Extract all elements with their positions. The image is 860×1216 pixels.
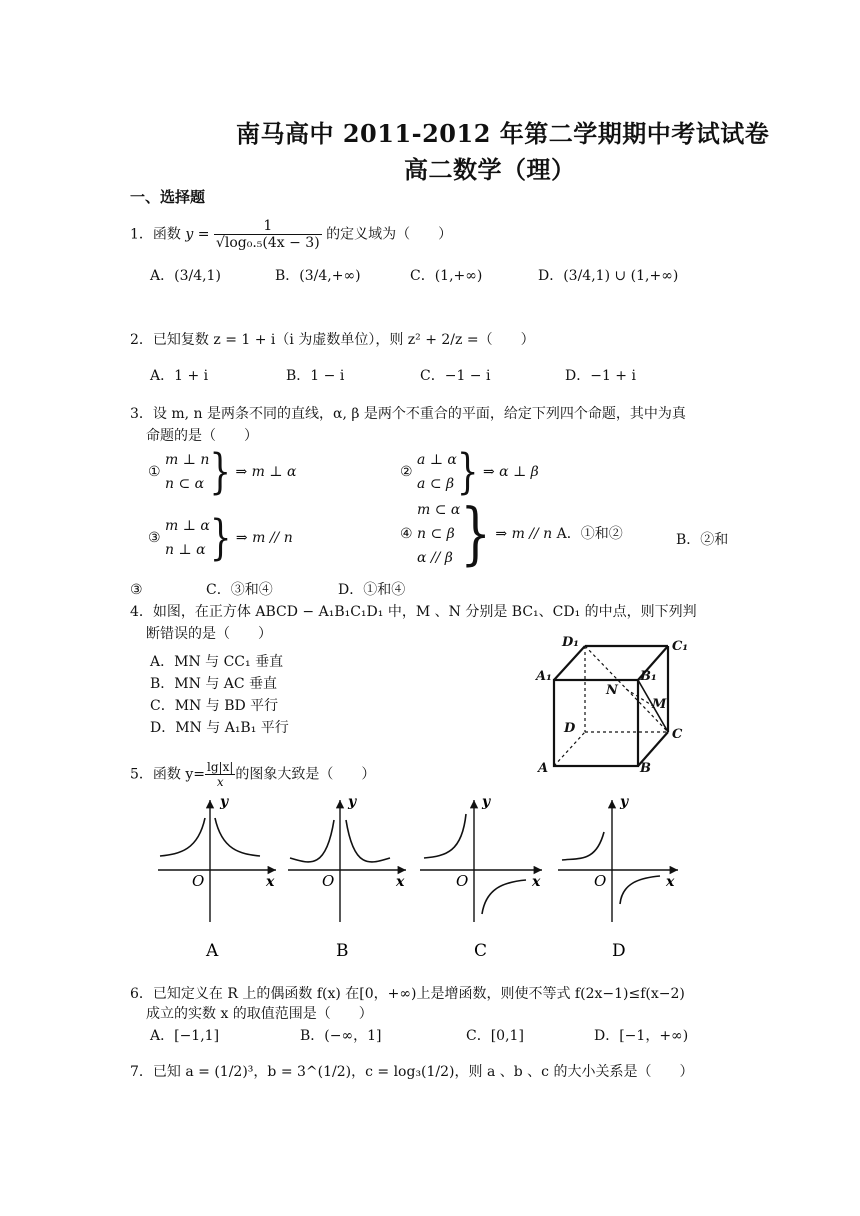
q7-text: 已知 a = (1/2)³，b = 3^(1/2)，c = log₃(1/2)，则 a 、b 、c 的大小关系是（ ） — [152, 1064, 694, 1080]
q3-stem-line2: 命题的是（ ） — [146, 428, 258, 444]
q1-option-c: C．(1,+∞) — [410, 268, 483, 284]
q5-stem — [130, 760, 375, 789]
graph-a-curve-left — [160, 818, 205, 856]
q3-p4b: n ⊂ β — [417, 526, 455, 542]
q1-option-a: A．(3/4,1) — [150, 268, 221, 284]
q4-text1: 如图，在正方体 ABCD − A₁B₁C₁D₁ 中，M 、N 分别是 BC₁、CD₁ 的中点，则下列判 — [152, 604, 697, 620]
q3-p4r: ⇒ m // n — [495, 526, 553, 542]
graph-d-origin: O — [594, 872, 607, 890]
q4-option-c: C．MN 与 BD 平行 — [150, 698, 279, 714]
cube-edge-a1d1 — [554, 646, 585, 680]
q5-frac-den: x — [216, 775, 224, 789]
q3-stem-line1 — [130, 404, 686, 424]
graph-d — [558, 794, 678, 961]
graph-a-origin: O — [192, 872, 205, 890]
cube-label-b1: B₁ — [640, 669, 657, 684]
q3-option-a: A．①和② — [556, 526, 623, 542]
graph-c-curve-left — [424, 814, 466, 858]
q3-p2a: a ⊥ α — [417, 452, 457, 468]
graph-b — [288, 794, 406, 961]
graph-c-x-label: x — [532, 874, 541, 890]
cube-label-b: B — [640, 761, 651, 776]
cube-label-d1: D₁ — [562, 635, 579, 650]
q3-p4c: α // β — [417, 550, 453, 566]
graph-d-x-label: x — [666, 874, 675, 890]
cube-label-a: A — [538, 761, 549, 776]
q2-option-a: A．1 + i — [150, 368, 209, 384]
q3-proposition-3: ③ m ⊥ α n ⊥ α } ⇒ m // n — [148, 510, 293, 566]
q1-eq: y = — [185, 226, 210, 243]
graph-b-origin: O — [322, 872, 335, 890]
q7-stem — [130, 1062, 693, 1082]
q4-stem-line2: 断错误的是（ ） — [146, 626, 272, 642]
q3-p2b: a ⊂ β — [417, 476, 455, 492]
cube-label-m: M — [652, 697, 667, 712]
graph-a-x-label: x — [266, 874, 275, 890]
q4-option-a: A．MN 与 CC₁ 垂直 — [150, 654, 284, 670]
graph-b-label: B — [336, 941, 349, 961]
q3-number: 3． — [130, 406, 153, 422]
graph-d-y-label: y — [620, 794, 629, 810]
q1-number: 1． — [130, 226, 153, 243]
q3-p3b: n ⊥ α — [165, 542, 206, 558]
q1-frac-den: √log₀.₅(4x − 3) — [215, 235, 320, 251]
q1-fraction — [214, 218, 322, 251]
graph-a — [158, 794, 276, 961]
q1-stem — [130, 218, 452, 251]
q4-option-b: B．MN 与 AC 垂直 — [150, 676, 278, 692]
cube-figure — [530, 630, 700, 780]
q1-option-d: D．(3/4,1) ∪ (1,+∞) — [538, 268, 679, 284]
q3-proposition-2: ② a ⊥ α a ⊂ β } ⇒ α ⊥ β — [400, 444, 539, 500]
q4-number: 4． — [130, 604, 153, 620]
graph-d-curve-right — [620, 876, 660, 904]
q3-circ3: ③ — [148, 530, 161, 546]
q3-p3a: m ⊥ α — [165, 518, 210, 534]
q5-text-a: 函数 y= — [152, 766, 206, 783]
q3-p2r: ⇒ α ⊥ β — [482, 464, 539, 480]
q4-stem-line1 — [130, 602, 697, 622]
q6-stem-line1 — [130, 984, 685, 1004]
q6-text1: 已知定义在 R 上的偶函数 f(x) 在[0，+∞)上是增函数，则使不等式 f(2x−1)≤f(x−2) — [152, 986, 685, 1002]
cube-hidden-ad — [554, 732, 585, 766]
q3-p4a: m ⊂ α — [417, 502, 461, 518]
graph-c-origin: O — [456, 872, 469, 890]
q3-p1b: n ⊂ α — [165, 476, 205, 492]
q6-number: 6． — [130, 986, 153, 1002]
graph-d-label: D — [612, 941, 626, 961]
graph-b-curve-left — [290, 820, 334, 862]
graph-a-label: A — [206, 941, 219, 961]
graph-b-curve-right — [346, 820, 390, 862]
cube-label-c: C — [672, 727, 683, 742]
graph-b-x-label: x — [396, 874, 405, 890]
q2-option-c: C．−1 − i — [420, 368, 491, 384]
q3-circ1: ① — [148, 464, 161, 480]
section-heading: 一、选择题 — [130, 188, 206, 206]
q1-text-a: 函数 — [152, 226, 181, 243]
q3-p1r: ⇒ m ⊥ α — [235, 464, 297, 480]
q1-option-b: B．(3/4,+∞) — [275, 268, 361, 284]
q3-option-b: B．②和 — [676, 532, 729, 548]
cube-label-a1: A₁ — [536, 669, 552, 684]
graph-c-label: C — [474, 941, 488, 961]
q7-number: 7． — [130, 1064, 153, 1080]
q5-text-b: 的图象大致是（ ） — [235, 766, 376, 783]
graph-b-y-label: y — [348, 794, 357, 810]
q6-option-a: A．[−1,1] — [150, 1028, 220, 1044]
q6-option-b: B．(−∞，1] — [300, 1028, 382, 1044]
graph-a-y-label: y — [220, 794, 229, 810]
q2-option-d: D．−1 + i — [565, 368, 636, 384]
q5-frac-num: lg|x| — [207, 760, 234, 774]
q6-option-c: C．[0,1] — [466, 1028, 524, 1044]
q2-number: 2． — [130, 332, 153, 348]
q3-proposition-1: ① m ⊥ n n ⊂ α } ⇒ m ⊥ α — [148, 444, 297, 500]
q2-text: 已知复数 z = 1 + i（i 为虚数单位），则 z² + 2/z =（ ） — [152, 332, 535, 348]
graph-c-y-label: y — [482, 794, 491, 810]
page-title: 南马高中 2011-2012 年第二学期期中考试试卷 — [236, 119, 770, 148]
cube-label-d: D — [564, 721, 576, 736]
q3-option-b-cont: ③ — [130, 582, 143, 598]
q5-fraction — [205, 760, 235, 789]
q5-graphs — [150, 792, 690, 962]
graph-d-curve-left — [562, 832, 604, 860]
q3-p3r: ⇒ m // n — [235, 530, 293, 546]
cube-label-n: N — [606, 683, 618, 698]
q3-option-c: C．③和④ — [206, 582, 273, 598]
cube-label-c1: C₁ — [672, 639, 689, 654]
graph-c — [420, 794, 542, 961]
q3-text1: 设 m, n 是两条不同的直线，α, β 是两个不重合的平面，给定下列四个命题，其中为真 — [152, 406, 686, 422]
q1-frac-num: 1 — [214, 218, 322, 235]
q3-proposition-4: ④ m ⊂ α n ⊂ β α // β } ⇒ m // n A．①和② — [400, 494, 623, 574]
q2-stem — [130, 330, 535, 350]
q1-frac-den-text: log₀.₅(4x − 3) — [224, 235, 320, 251]
q3-circ4: ④ — [400, 526, 413, 542]
q3-option-d: D．①和④ — [338, 582, 406, 598]
page-subtitle: 高二数学（理） — [404, 155, 576, 184]
graph-c-curve-right — [482, 880, 526, 914]
q6-stem-line2: 成立的实数 x 的取值范围是（ ） — [146, 1006, 373, 1022]
q5-number: 5． — [130, 766, 153, 783]
q1-text-b: 的定义域为（ ） — [326, 226, 453, 243]
graph-a-curve-right — [215, 818, 260, 856]
q3-circ2: ② — [400, 464, 413, 480]
q6-option-d: D．[−1，+∞) — [594, 1028, 689, 1044]
q2-option-b: B．1 − i — [286, 368, 345, 384]
q4-option-d: D．MN 与 A₁B₁ 平行 — [150, 720, 289, 736]
q3-p1a: m ⊥ n — [165, 452, 210, 468]
